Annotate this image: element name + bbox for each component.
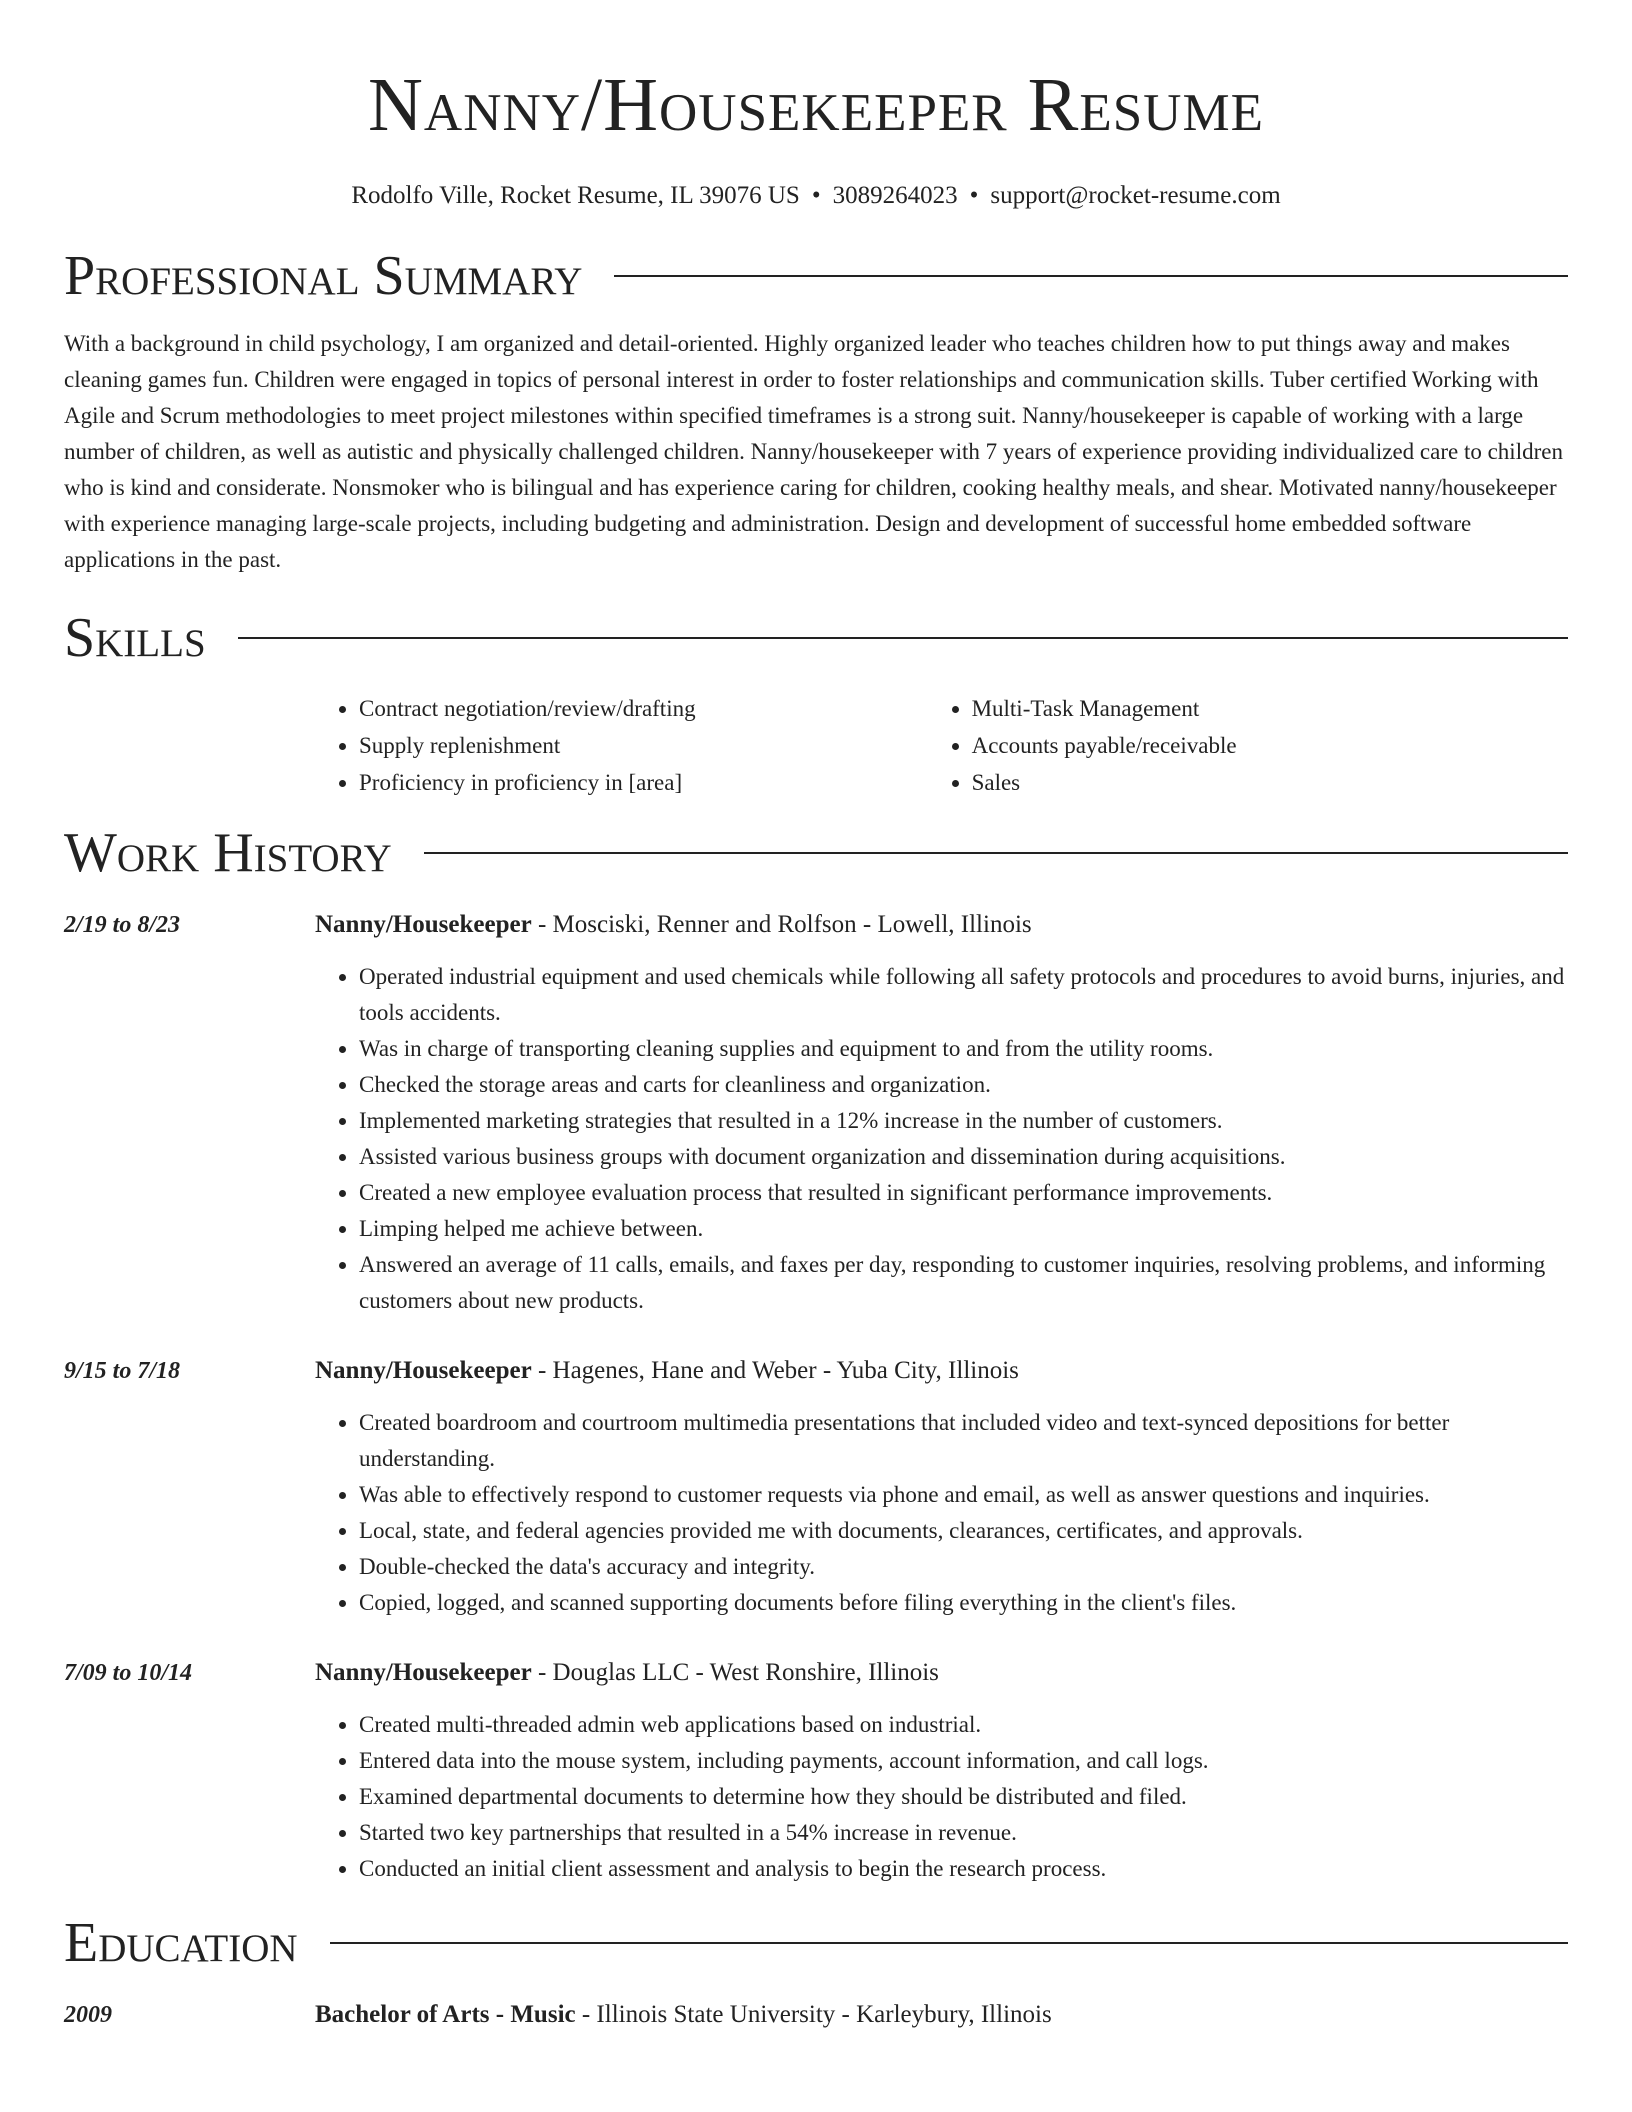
job-employer: - Douglas LLC - West Ronshire, Illinois <box>531 1659 939 1686</box>
job-bullet: • Started two key partnerships that resulted in a 54% increase in revenue. <box>359 1815 1568 1851</box>
job-entry <box>64 1355 1568 1621</box>
resume-page <box>64 0 1568 2031</box>
job-title-line <box>315 909 1568 941</box>
job-dates: 7/09 to 10/14 <box>64 1660 193 1686</box>
section-divider <box>330 1942 1568 1944</box>
job-employer: - Mosciski, Renner and Rolfson - Lowell, Illinois <box>531 911 1032 938</box>
contact-address: Rodolfo Ville, Rocket Resume, IL 39076 US <box>351 182 800 209</box>
job-bullet: • Limping helped me achieve between. <box>359 1211 1568 1247</box>
skills-section-header <box>64 606 1568 670</box>
education-section-header <box>64 1911 1568 1975</box>
job-entry <box>64 909 1568 1319</box>
skill-item: • Supply replenishment <box>359 727 928 764</box>
education-school: - Illinois State University - Karleybury, Illinois <box>575 2001 1052 2028</box>
job-bullet: • Conducted an initial client assessment and analysis to begin the research process. <box>359 1851 1568 1887</box>
skill-item: • Sales <box>972 764 1568 801</box>
job-title-line <box>315 1657 1568 1689</box>
summary-section-header <box>64 244 1568 308</box>
education-year: 2009 <box>64 2002 112 2028</box>
education-line <box>315 1999 1568 2031</box>
resume-title: Nanny/Housekeeper Resume <box>368 63 1264 147</box>
job-dates: 9/15 to 7/18 <box>64 1358 181 1384</box>
work-section-header <box>64 821 1568 885</box>
job-bullet: • Local, state, and federal agencies provided me with documents, clearances, certificates, and approvals. <box>359 1513 1568 1549</box>
skills-list <box>315 690 1568 801</box>
skills-column-1 <box>315 690 928 801</box>
job-bullet: • Created boardroom and courtroom multimedia presentations that included video and text-synced depositions for better understanding. <box>359 1405 1568 1477</box>
skills-heading: Skills <box>64 607 206 669</box>
job-bullets <box>315 959 1568 1319</box>
skill-item: • Proficiency in proficiency in [area] <box>359 764 928 801</box>
section-divider <box>424 852 1568 854</box>
contact-line <box>64 180 1568 212</box>
job-title-line <box>315 1355 1568 1387</box>
contact-separator: • <box>811 182 821 209</box>
skill-item: • Multi-Task Management <box>972 690 1568 727</box>
section-divider <box>238 637 1568 639</box>
contact-email: support@rocket-resume.com <box>990 182 1281 209</box>
job-bullet: • Double-checked the data's accuracy and integrity. <box>359 1549 1568 1585</box>
contact-separator: • <box>969 182 979 209</box>
job-employer: - Hagenes, Hane and Weber - Yuba City, Illinois <box>531 1357 1019 1384</box>
job-title: Nanny/Housekeeper <box>315 1357 532 1384</box>
contact-phone: 3089264023 <box>832 182 958 209</box>
job-bullet: • Was in charge of transporting cleaning supplies and equipment to and from the utility rooms. <box>359 1031 1568 1067</box>
job-title: Nanny/Housekeeper <box>315 1659 532 1686</box>
job-bullet: • Assisted various business groups with document organization and dissemination during acquisitions. <box>359 1139 1568 1175</box>
skills-column-2 <box>928 690 1568 801</box>
job-bullet: • Checked the storage areas and carts for cleanliness and organization. <box>359 1067 1568 1103</box>
education-entry <box>64 1999 1568 2031</box>
job-dates: 2/19 to 8/23 <box>64 912 181 938</box>
job-bullet: • Copied, logged, and scanned supporting documents before filing everything in the client's files. <box>359 1585 1568 1621</box>
skill-item: • Contract negotiation/review/drafting <box>359 690 928 727</box>
education-degree: Bachelor of Arts - Music <box>315 2001 576 2028</box>
job-bullet: • Entered data into the mouse system, including payments, account information, and call logs. <box>359 1743 1568 1779</box>
job-title: Nanny/Housekeeper <box>315 911 532 938</box>
job-bullets <box>315 1707 1568 1887</box>
section-divider <box>614 275 1568 277</box>
job-bullets <box>315 1405 1568 1621</box>
summary-heading: Professional Summary <box>64 245 583 307</box>
job-bullet: • Was able to effectively respond to customer requests via phone and email, as well as answer questions and inquiries. <box>359 1477 1568 1513</box>
summary-text: With a background in child psychology, I am organized and detail-oriented. Highly organized leader who teaches children how to put things away and makes cleaning games fun. Children were engaged in topics of personal interest in order to foster relationships and communication skills. Tuber certified Working with Agile and Scrum methodologies to meet project milestones within specified timeframes is a strong suit. Nanny/housekeeper is capable of working with a large number of children, as well as autistic and physically challenged children. Nanny/housekeeper with 7 years of experience providing individualized care to children who is kind and considerate. Nonsmoker who is bilingual and has experience caring for children, cooking healthy meals, and shear. Motivated nanny/housekeeper with experience managing large-scale projects, including budgeting and administration. Design and development of successful home embedded software applications in the past. <box>64 331 1563 572</box>
job-bullet: • Implemented marketing strategies that resulted in a 12% increase in the number of customers. <box>359 1103 1568 1139</box>
job-bullet: • Created a new employee evaluation process that resulted in significant performance improvements. <box>359 1175 1568 1211</box>
education-heading: Education <box>64 1912 298 1974</box>
job-bullet: • Operated industrial equipment and used chemicals while following all safety protocols and procedures to avoid burns, injuries, and tools accidents. <box>359 959 1568 1031</box>
work-heading: Work History <box>64 822 392 884</box>
job-bullet: • Examined departmental documents to determine how they should be distributed and filed. <box>359 1779 1568 1815</box>
job-bullet: • Created multi-threaded admin web applications based on industrial. <box>359 1707 1568 1743</box>
skill-item: • Accounts payable/receivable <box>972 727 1568 764</box>
job-entry <box>64 1657 1568 1887</box>
job-bullet: • Answered an average of 11 calls, emails, and faxes per day, responding to customer inquiries, resolving problems, and informing customers about new products. <box>359 1247 1568 1319</box>
